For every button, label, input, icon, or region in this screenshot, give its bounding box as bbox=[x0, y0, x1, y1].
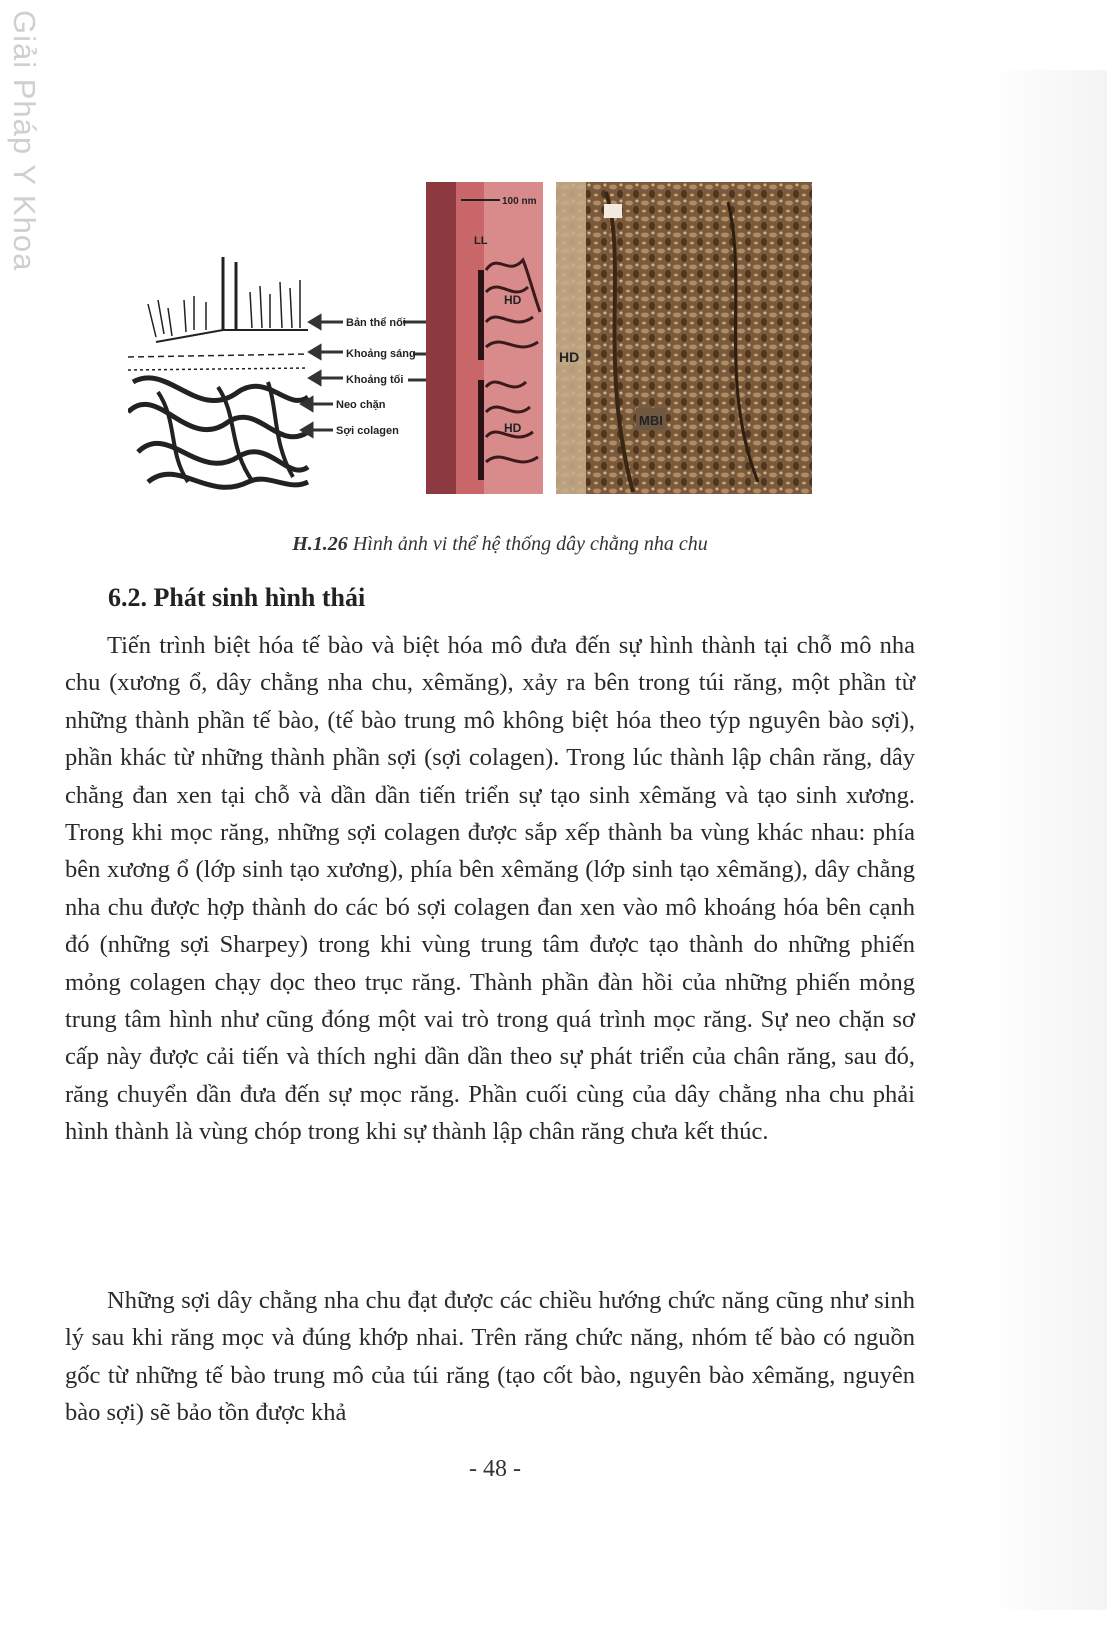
label-mbi: MBI bbox=[639, 413, 663, 428]
label-ban-the-noi: Bản thể nối bbox=[346, 317, 406, 329]
label-soi-colagen: Sợi colagen bbox=[336, 425, 399, 437]
caption-text: Hình ảnh vi thể hệ thống dây chằng nha chu bbox=[352, 533, 708, 555]
label-neo-chan: Neo chặn bbox=[336, 399, 386, 411]
micrograph-light bbox=[556, 182, 812, 494]
label-khoang-sang: Khoảng sáng bbox=[346, 348, 416, 360]
schematic-drawing bbox=[128, 257, 308, 487]
micrograph-electron bbox=[426, 182, 543, 494]
figure-periodontal-ligament bbox=[128, 182, 858, 522]
paragraph-1: Tiến trình biệt hóa tế bào và biệt hóa mô đưa đến sự hình thành tại chỗ mô nha chu (xương ổ, dây chằng nha chu, xêmăng), xảy ra bên trong túi răng, một phần từ những thành phần tế bào, (tế bào trung mô không biệt hóa theo týp nguyên bào sợi), phần khác từ những thành phần sợi (sợi colagen). Trong lúc thành lập chân răng, dây chằng đan xen tại chỗ và dần dần tiến triển sự tạo sinh xêmăng và tạo sinh xương. Trong khi mọc răng, những sợi colagen được sắp xếp thành ba vùng khác nhau: phía bên xương ổ (lớp sinh tạo xương), phía bên xêmăng (lớp sinh tạo xêmăng), dây chằng nha chu được hợp thành do các bó sợi colagen đan xen vào mô khoáng hóa bên cạnh đó (những sợi Sharpey) trong khi vùng trung tâm được tạo thành do những phiến mỏng colagen chạy dọc theo trục răng. Thành phần đàn hồi của những phiến mỏng trung tâm hình như cũng đóng một vai trò trong quá trình mọc răng. Sự neo chặn sơ cấp này được cải tiến và thích nghi dần dần theo sự phát triển của chân răng, sau đó, răng chuyển dần đưa đến sự mọc răng. Phần cuối cùng của dây chằng nha chu phải hình thành là vùng chóp trong khi sự thành lập chân răng chưa kết thúc. bbox=[65, 632, 915, 1146]
label-hd-3: HD bbox=[559, 349, 580, 365]
page-edge-shade bbox=[990, 70, 1107, 1610]
watermark: Giải Pháp Y Khoa bbox=[7, 10, 42, 272]
label-ll: LL bbox=[474, 235, 488, 247]
label-hd-1: HD bbox=[504, 293, 522, 307]
section-heading: 6.2. Phát sinh hình thái bbox=[108, 583, 366, 612]
paragraph-2: Những sợi dây chằng nha chu đạt được các chiều hướng chức năng cũng như sinh lý sau khi răng mọc và đúng khớp nhai. Trên răng chức năng, nhóm tế bào có nguồn gốc từ những tế bào trung mô của túi răng (tạo cốt bào, nguyên bào xêmăng, nguyên bào sợi) sẽ bảo tồn được khả bbox=[65, 1287, 915, 1427]
figure-caption bbox=[0, 533, 1000, 556]
label-khoang-toi: Khoảng tối bbox=[346, 374, 404, 386]
page-number: - 48 - bbox=[469, 1456, 521, 1482]
caption-number: H.1.26 bbox=[292, 533, 348, 555]
label-hd-2: HD bbox=[504, 421, 522, 435]
figure-illustration bbox=[128, 182, 858, 522]
label-scale: 100 nm bbox=[502, 196, 537, 207]
